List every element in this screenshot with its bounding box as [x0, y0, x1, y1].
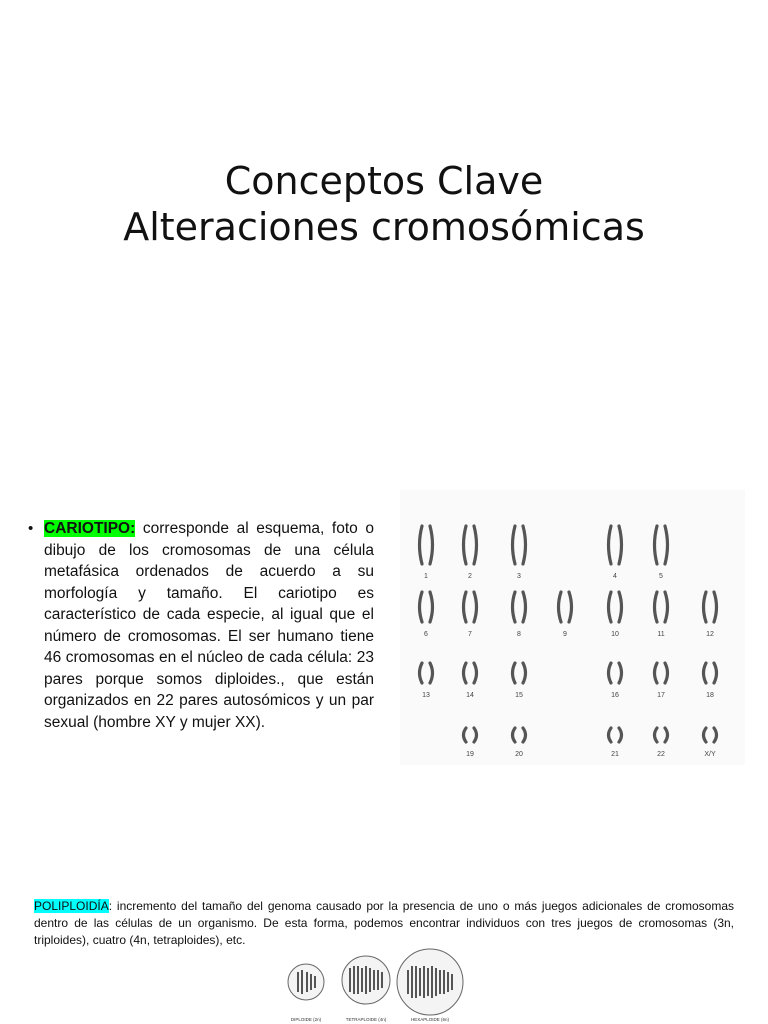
chromosome-label: X/Y — [704, 751, 716, 758]
chromosome — [609, 592, 612, 622]
chromosome — [704, 728, 707, 742]
chromosome-pair — [420, 663, 433, 683]
chromosome — [559, 592, 562, 622]
slide-title — [0, 158, 768, 250]
chromosome-pair — [464, 728, 477, 742]
chromosome-label: 12 — [706, 631, 714, 638]
chromosome-pair — [513, 526, 526, 564]
poliploidia-definition: : incremento del tamaño del genoma causado por la presencia de uno o más juegos adicionales de cromosomas dentro de las células de un organismo. De esta forma, podemos encontrar individuos con tres juegos de cromosomas (3n, triploides), cuatro (4n, tetraploides), etc. — [34, 899, 734, 947]
chromosome-label: 15 — [515, 692, 523, 699]
chromosome-label: 17 — [657, 692, 665, 699]
cariotipo-bullet — [28, 518, 374, 733]
chromosome-pair — [704, 663, 717, 683]
chromosome-label: 11 — [657, 631, 665, 638]
chromosome-label: 18 — [706, 692, 714, 699]
ploidy-cells-image — [286, 948, 466, 1024]
chromosome-pair — [655, 663, 668, 683]
chromosome — [464, 728, 467, 742]
chromosome-pair — [704, 592, 717, 622]
diploid-cell — [288, 964, 324, 1000]
cell-label-tetraploid: TETRAPLOIDE (4n) — [345, 1017, 387, 1022]
chromosome-pair — [704, 728, 717, 742]
chromosome-pair — [655, 728, 668, 742]
chromosome-pair — [420, 526, 433, 564]
chromosome-pair — [559, 592, 572, 622]
chromosome-label: 9 — [563, 631, 567, 638]
chromosome-pair — [655, 592, 668, 622]
poliploidia-term: POLIPLOIDÍA — [34, 899, 109, 913]
chromosome — [609, 663, 612, 683]
chromosome-label: 21 — [611, 751, 619, 758]
chromosome — [420, 663, 423, 683]
cariotipo-colon: : — [130, 520, 136, 537]
chromosome — [513, 728, 516, 742]
chromosome — [523, 663, 526, 683]
chromosome — [704, 663, 707, 683]
chromosome — [665, 592, 668, 622]
chromosome — [523, 526, 526, 564]
chromosome-label: 13 — [422, 692, 430, 699]
chromosome-pair — [464, 592, 477, 622]
chromosome-label: 4 — [613, 573, 617, 580]
chromosome-pair — [464, 526, 477, 564]
chromosome — [474, 526, 477, 564]
poliploidia-paragraph — [34, 898, 734, 949]
chromosome-label: 22 — [657, 751, 665, 758]
chromosome — [714, 663, 717, 683]
hexaploid-cell — [397, 949, 463, 1015]
chromosome — [430, 526, 433, 564]
chromosome-pair — [609, 526, 622, 564]
chromosome — [474, 728, 477, 742]
chromosome-label: 20 — [515, 751, 523, 758]
chromosome — [430, 592, 433, 622]
chromosome — [523, 728, 526, 742]
chromosome — [430, 663, 433, 683]
chromosome-pair — [420, 592, 433, 622]
chromosome — [714, 592, 717, 622]
chromosome — [464, 663, 467, 683]
chromosome — [619, 728, 622, 742]
chromosome — [655, 592, 658, 622]
chromosome — [704, 592, 707, 622]
chromosome-label: 7 — [468, 631, 472, 638]
title-line-1: Conceptos Clave — [224, 159, 544, 203]
chromosome — [714, 728, 717, 742]
chromosome — [655, 728, 658, 742]
chromosome-label: 3 — [517, 573, 521, 580]
chromosome — [619, 526, 622, 564]
chromosome — [619, 592, 622, 622]
bullet-dot: • — [28, 520, 34, 537]
chromosome — [569, 592, 572, 622]
chromosome-pair — [655, 526, 668, 564]
chromosome-label: 10 — [611, 631, 619, 638]
chromosome-label: 19 — [466, 751, 474, 758]
chromosome-pair — [609, 663, 622, 683]
chromosome — [665, 526, 668, 564]
chromosome-pair — [513, 663, 526, 683]
chromosome-pair — [609, 592, 622, 622]
chromosome — [619, 663, 622, 683]
chromosome — [474, 663, 477, 683]
chromosome-label: 6 — [424, 631, 428, 638]
cariotipo-paragraph — [44, 518, 374, 733]
cariotipo-term: CARIOTIPO — [44, 520, 131, 537]
chromosome — [420, 592, 423, 622]
karyotype-chromosomes — [420, 526, 717, 742]
chromosome — [513, 526, 516, 564]
chromosome — [464, 526, 467, 564]
chromosome-pair — [513, 728, 526, 742]
chromosome-pair — [513, 592, 526, 622]
chromosome — [609, 728, 612, 742]
chromosome — [655, 526, 658, 564]
tetraploid-cell — [342, 956, 390, 1004]
chromosome — [464, 592, 467, 622]
chromosome-label: 14 — [466, 692, 474, 699]
chromosome — [474, 592, 477, 622]
chromosome-label: 16 — [611, 692, 619, 699]
chromosome — [513, 663, 516, 683]
chromosome — [609, 526, 612, 564]
cell-label-diploid: DIPLOIDE (2n) — [290, 1017, 322, 1022]
title-line-2: Alteraciones cromosómicas — [123, 205, 645, 249]
chromosome — [665, 728, 668, 742]
chromosome — [420, 526, 423, 564]
chromosome-label: 8 — [517, 631, 521, 638]
chromosome-pair — [464, 663, 477, 683]
cell-label-hexaploid: HEXAPLOIDE (6n) — [410, 1017, 450, 1022]
chromosome — [655, 663, 658, 683]
chromosome-label: 2 — [468, 573, 472, 580]
karyotype-image — [400, 490, 745, 765]
chromosome-label: 1 — [424, 573, 428, 580]
chromosome — [665, 663, 668, 683]
chromosome-pair — [609, 728, 622, 742]
chromosome — [523, 592, 526, 622]
cariotipo-definition: corresponde al esquema, foto o dibujo de los cromosomas de una célula metafásica ordenados de acuerdo a su morfología y tamaño. El cariotipo es característico de cada especie, al igual que el número de cromosomas. El ser humano tiene 46 cromosomas en el núcleo de cada célula: 23 pares porque somos diploides., que están organizados en 22 pares autosómicos y un par sexual (hombre XY y mujer XX). — [44, 520, 374, 731]
chromosome-label: 5 — [659, 573, 663, 580]
chromosome — [513, 592, 516, 622]
